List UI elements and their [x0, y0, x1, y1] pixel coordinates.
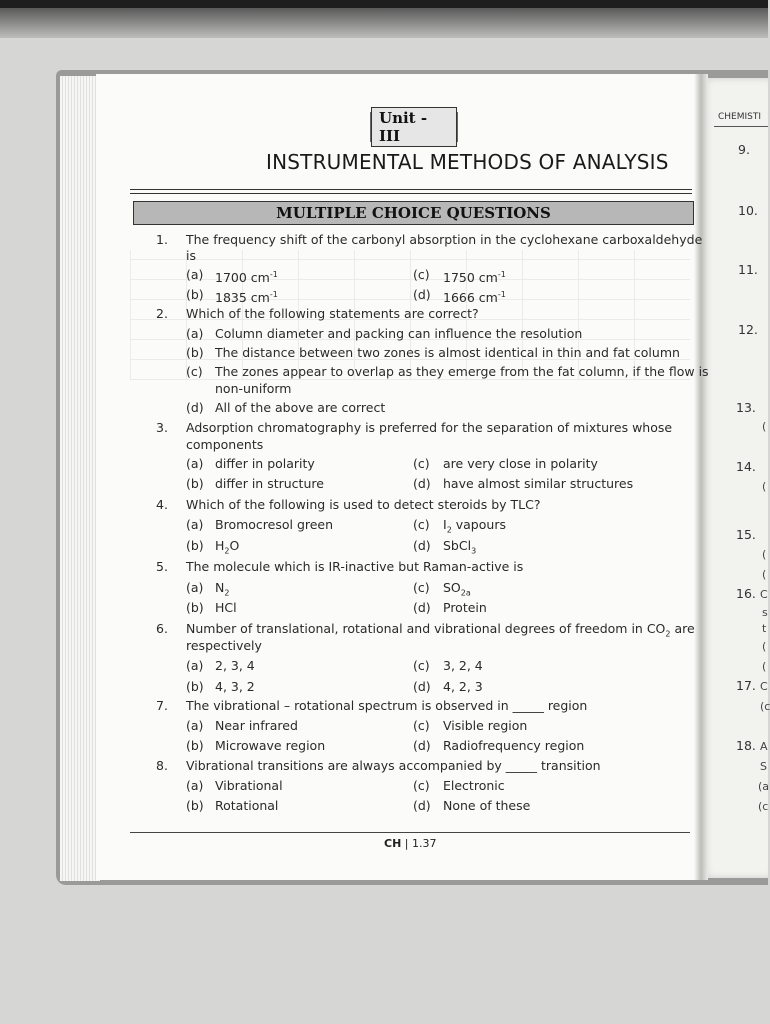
option-text: All of the above are correct	[215, 400, 386, 415]
question-number: 4.	[156, 497, 168, 512]
option-letter: (b)	[186, 600, 204, 615]
section-heading-bar	[133, 201, 694, 225]
right-page-fragment: (	[762, 568, 767, 581]
right-page-header-rule	[714, 126, 768, 127]
option-text: SbCl$_3$	[443, 538, 477, 556]
section-heading: MULTIPLE CHOICE QUESTIONS	[276, 204, 551, 222]
right-page-fragment: (	[762, 640, 767, 653]
option-text: 3, 2, 4	[443, 658, 483, 673]
option-text: The distance between two zones is almost identical in thin and fat column	[215, 345, 680, 360]
option-text: 1750 $cm^{-1}$	[443, 270, 506, 286]
unit-label-box	[370, 109, 458, 145]
question-text: respectively	[186, 638, 262, 653]
question-number: 8.	[156, 758, 168, 773]
right-page-fragment: C	[760, 588, 768, 601]
option-text: HCl	[215, 600, 237, 615]
right-page-fragment: (	[762, 548, 767, 561]
right-page-fragment: (	[762, 660, 767, 673]
option-text: Column diameter and packing can influence the resolution	[215, 326, 583, 341]
option-letter: (a)	[186, 326, 204, 341]
question-text: Vibrational transitions are always accompanied by _____ transition	[186, 758, 601, 773]
option-letter: (b)	[186, 476, 204, 491]
option-text: 4, 2, 3	[443, 679, 483, 694]
option-text: differ in polarity	[215, 456, 315, 471]
question-text: The vibrational – rotational spectrum is observed in _____ region	[186, 698, 588, 713]
option-letter: (a)	[186, 580, 204, 595]
option-text: $N_2$	[215, 580, 230, 598]
option-letter: (d)	[413, 798, 431, 813]
option-text: non-uniform	[215, 381, 292, 396]
right-page-fragment: S	[760, 760, 767, 773]
right-question-number: 16.	[736, 586, 756, 601]
right-page-fragment: (c	[758, 800, 769, 813]
option-text: 1835 $cm^{-1}$	[215, 290, 278, 306]
option-letter: (a)	[186, 517, 204, 532]
option-letter: (c)	[413, 778, 430, 793]
option-text: Electronic	[443, 778, 505, 793]
book-page-right	[700, 78, 768, 878]
right-page-fragment: A	[760, 740, 768, 753]
option-text: Microwave region	[215, 738, 326, 753]
question-text: The frequency shift of the carbonyl absorption in the cyclohexane carboxaldehyde	[186, 232, 703, 247]
right-question-number: 15.	[736, 527, 756, 542]
option-letter: (d)	[413, 600, 431, 615]
right-question-number: 11.	[738, 262, 758, 277]
option-letter: (a)	[186, 778, 204, 793]
option-letter: (a)	[186, 267, 204, 282]
option-letter: (c)	[413, 267, 430, 282]
option-text: 1700 $cm^{-1}$	[215, 270, 278, 286]
option-text: $H_2O$	[215, 538, 240, 556]
option-letter: (d)	[413, 738, 431, 753]
question-text: components	[186, 437, 264, 452]
right-page-fragment: (a	[758, 780, 770, 793]
option-letter: (a)	[186, 718, 204, 733]
option-letter: (a)	[186, 658, 204, 673]
right-question-number: 18.	[736, 738, 756, 753]
option-letter: (c)	[413, 718, 430, 733]
scan-dark-edge	[0, 0, 768, 8]
question-number: 3.	[156, 420, 168, 435]
option-text: are very close in polarity	[443, 456, 598, 471]
footer-rule	[130, 832, 690, 833]
right-page-header: CHEMISTI	[718, 112, 762, 122]
question-text: The molecule which is IR-inactive but Raman-active is	[186, 559, 524, 574]
question-text: is	[186, 248, 196, 263]
option-letter: (c)	[413, 456, 430, 471]
book-gutter	[694, 74, 708, 880]
option-text: 4, 3, 2	[215, 679, 255, 694]
question-number: 5.	[156, 559, 168, 574]
option-letter: (d)	[413, 476, 431, 491]
option-text: differ in structure	[215, 476, 324, 491]
option-text: Protein	[443, 600, 487, 615]
scan-gradient	[0, 8, 768, 38]
right-page-fragment: t	[762, 622, 767, 635]
footer-subject: CH	[384, 837, 402, 850]
option-letter: (d)	[413, 538, 431, 553]
option-letter: (c)	[413, 580, 430, 595]
option-letter: (a)	[186, 456, 204, 471]
question-number: 7.	[156, 698, 168, 713]
option-letter: (c)	[186, 364, 203, 379]
option-letter: (b)	[186, 679, 204, 694]
footer-page-number: | 1.37	[404, 837, 437, 850]
right-question-number: 10.	[738, 203, 758, 218]
option-letter: (d)	[413, 287, 431, 302]
option-text: Vibrational	[215, 778, 283, 793]
option-letter: (c)	[413, 517, 430, 532]
right-page-fragment: s	[762, 606, 768, 619]
option-text: Radiofrequency region	[443, 738, 585, 753]
page-edges	[60, 76, 100, 881]
option-letter: (b)	[186, 798, 204, 813]
option-text: Visible region	[443, 718, 528, 733]
title-rule-top	[130, 189, 692, 190]
option-text: $I_2$ vapours	[443, 517, 506, 535]
option-letter: (d)	[186, 400, 204, 415]
question-number: 1.	[156, 232, 168, 247]
unit-label: Unit - III	[371, 107, 457, 147]
right-question-number: 14.	[736, 459, 756, 474]
question-number: 6.	[156, 621, 168, 636]
right-page-fragment: (	[762, 480, 767, 493]
chapter-title: INSTRUMENTAL METHODS OF ANALYSIS	[266, 150, 669, 174]
right-question-number: 12.	[738, 322, 758, 337]
option-text: 2, 3, 4	[215, 658, 255, 673]
option-letter: (b)	[186, 287, 204, 302]
question-text: Which of the following statements are correct?	[186, 306, 479, 321]
question-text: Which of the following is used to detect steroids by TLC?	[186, 497, 541, 512]
right-page-fragment: (c	[760, 700, 770, 713]
question-text: Adsorption chromatography is preferred for the separation of mixtures whose	[186, 420, 673, 435]
right-question-number: 9.	[738, 142, 750, 157]
option-text: Bromocresol green	[215, 517, 334, 532]
option-letter: (b)	[186, 738, 204, 753]
right-question-number: 13.	[736, 400, 756, 415]
right-page-fragment: C	[760, 680, 768, 693]
option-text: The zones appear to overlap as they emerge from the fat column, if the flow is	[215, 364, 709, 379]
option-letter: (b)	[186, 345, 204, 360]
option-text: None of these	[443, 798, 531, 813]
option-letter: (b)	[186, 538, 204, 553]
question-number: 2.	[156, 306, 168, 321]
option-text: have almost similar structures	[443, 476, 634, 491]
question-text: Number of translational, rotational and vibrational degrees of freedom in $CO_2$ are	[186, 621, 695, 639]
option-text: $SO_{2a}$	[443, 580, 471, 598]
option-text: Near infrared	[215, 718, 298, 733]
option-text: 1666 $cm^{-1}$	[443, 290, 506, 306]
option-text: Rotational	[215, 798, 279, 813]
option-letter: (d)	[413, 679, 431, 694]
right-page-fragment: (	[762, 420, 767, 433]
title-rule-bottom	[130, 193, 692, 194]
page-footer	[384, 837, 436, 850]
option-letter: (c)	[413, 658, 430, 673]
right-question-number: 17.	[736, 678, 756, 693]
